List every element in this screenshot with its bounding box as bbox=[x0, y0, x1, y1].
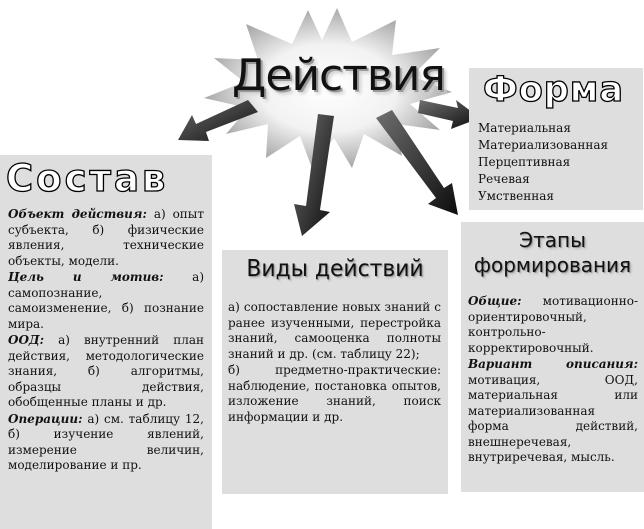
etapy-title-line: Этапы bbox=[519, 228, 586, 252]
arrow-to-etapy bbox=[376, 110, 458, 215]
term-label: Общие: bbox=[468, 294, 522, 308]
vidy-paragraph: а) сопоставление новых знаний с ранее изученными, перестройка знаний, самооценка полноты знаний и др. (см. таблицу 22); bbox=[228, 300, 441, 361]
sostav-title: Состав bbox=[6, 157, 169, 200]
term-label: Объект действия: bbox=[8, 207, 147, 221]
etapy-paragraph bbox=[468, 357, 638, 466]
term-text: а) см. таблицу 12, б) изучение явлений, измерение величин, моделирование и пр. bbox=[8, 411, 204, 472]
forma-box bbox=[469, 68, 643, 210]
forma-title: Форма bbox=[483, 70, 625, 110]
etapy-text bbox=[468, 294, 638, 467]
vidy-title: Виды действий bbox=[246, 256, 424, 282]
term-label: Операции: bbox=[8, 411, 83, 426]
etapy-paragraph bbox=[468, 294, 638, 356]
term-text: мотивационно-ориентировочный, контрольно-корректировочный. bbox=[468, 294, 638, 355]
term-label: ООД: bbox=[8, 333, 45, 347]
arrow-to-vidy bbox=[294, 114, 334, 236]
list-item: Умственная bbox=[478, 189, 554, 203]
term-label: Вариант описания: bbox=[468, 357, 638, 371]
vidy-box bbox=[222, 250, 448, 494]
arrow-to-sostav bbox=[178, 100, 258, 141]
list-item: Материальная bbox=[478, 121, 571, 135]
term-text: а) опыт субъекта, б) физические явления, технические объекты, модели. bbox=[8, 207, 204, 268]
list-item: Перцептивная bbox=[478, 155, 571, 169]
sostav-box bbox=[0, 155, 212, 529]
list-item: Речевая bbox=[478, 172, 530, 186]
sostav-paragraph bbox=[8, 333, 204, 411]
sostav-paragraph bbox=[8, 412, 204, 474]
etapy-title-line: формирования bbox=[473, 253, 632, 277]
forma-list bbox=[478, 120, 608, 205]
term-label: Цель и мотив: bbox=[8, 270, 164, 284]
main-title: Действия bbox=[232, 50, 445, 101]
sostav-paragraph bbox=[8, 207, 204, 269]
vidy-paragraph: б) предметно-практические: наблюдение, постановка опытов, изложение знаний, поиск информации и др. bbox=[228, 363, 441, 424]
sostav-paragraph bbox=[8, 270, 204, 332]
term-text: а) самопознание, самоизменение, б) познание мира. bbox=[8, 270, 205, 331]
sostav-text bbox=[8, 207, 204, 475]
etapy-box bbox=[461, 222, 644, 492]
term-text: мотивация, ООД, материальная или материализованная форма действий, внешнеречевая, внутриречевая, мысль. bbox=[468, 372, 638, 464]
etapy-title bbox=[461, 228, 644, 278]
term-text: а) внутренний план действия, методологические знания, б) алгоритмы, образцы действия, обобщенные планы и др. bbox=[8, 333, 204, 409]
list-item: Материализованная bbox=[478, 138, 609, 152]
vidy-text bbox=[228, 300, 441, 426]
